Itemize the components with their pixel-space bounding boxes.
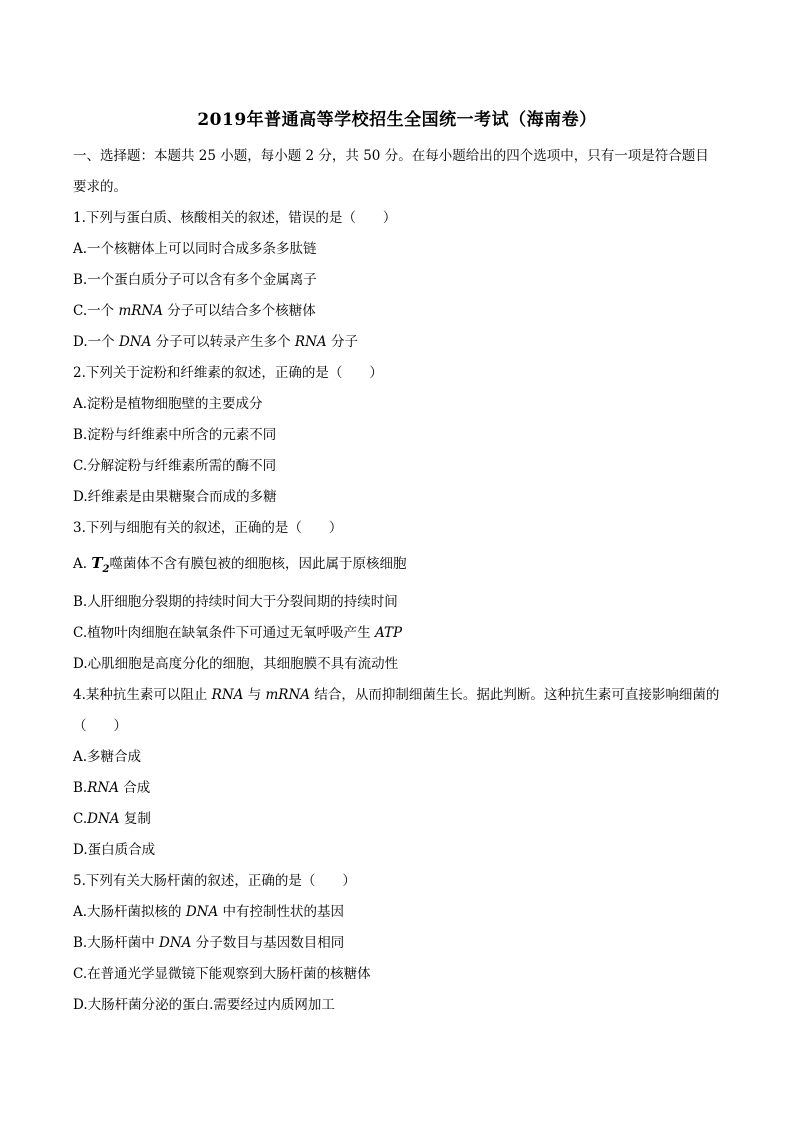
question-4-option-a: A.多糖合成 <box>73 749 142 765</box>
question-4-option-c <box>73 809 151 829</box>
text: 分子数目与基因数目相同 <box>191 935 345 951</box>
question-1-option-c <box>73 301 316 321</box>
text: T <box>91 554 103 572</box>
text: 合成 <box>118 780 151 796</box>
question-2-option-b: B.淀粉与纤维素中所含的元素不同 <box>73 427 277 443</box>
text: A.大肠杆菌拟核的 <box>73 904 186 920</box>
question-1-stem: 1.下列与蛋白质、核酸相关的叙述，错误的是（ ） <box>73 210 397 226</box>
question-3-option-b: B.人肝细胞分裂期的持续时间大于分裂间期的持续时间 <box>73 594 398 610</box>
text: 结合，从而抑制细菌生长。据此判断。这种抗生素可直接影响细菌的 <box>310 687 720 703</box>
question-4-stem-line2: （ ） <box>73 718 127 734</box>
text: 分子可以转录产生多个 <box>151 334 295 350</box>
term-mrna: mRNA <box>118 303 163 319</box>
section-instructions-line2: 要求的。 <box>73 179 127 195</box>
question-3-stem: 3.下列与细胞有关的叙述，正确的是（ ） <box>73 520 343 536</box>
subscript: 2 <box>102 564 110 575</box>
question-2-option-d: D.纤维素是由果糖聚合而成的多糖 <box>73 489 277 505</box>
text: B. <box>73 780 88 796</box>
question-1-option-d <box>73 332 358 352</box>
text: C.植物叶肉细胞在缺氧条件下可通过无氧呼吸产生 <box>73 625 375 641</box>
question-5-option-b <box>73 933 344 953</box>
text: 与 <box>243 687 266 703</box>
term-dna: DNA <box>118 334 152 350</box>
question-4-option-d: D.蛋白质合成 <box>73 842 156 858</box>
text: C.一个 <box>73 303 119 319</box>
question-5-option-c: C.在普通光学显微镜下能观察到大肠杆菌的核糖体 <box>73 966 371 982</box>
question-2-stem: 2.下列关于淀粉和纤维素的叙述，正确的是（ ） <box>73 365 383 381</box>
term-dna: DNA <box>159 935 192 951</box>
question-1-option-b: B.一个蛋白质分子可以含有多个金属离子 <box>73 272 317 288</box>
text: 分子可以结合多个核糖体 <box>162 303 316 319</box>
term-t2 <box>91 554 110 575</box>
text: 4.某种抗生素可以阻止 <box>73 687 212 703</box>
text: A. <box>73 556 92 572</box>
term-mrna: mRNA <box>265 687 311 703</box>
exam-title: 2019年普通高等学校招生全国统一考试（海南卷） <box>197 110 597 130</box>
question-4-stem <box>73 685 719 705</box>
term-rna: RNA <box>87 780 119 796</box>
question-5-option-d: D.大肠杆菌分泌的蛋白.需要经过内质网加工 <box>73 997 335 1013</box>
question-1-option-a: A.一个核糖体上可以同时合成多条多肽链 <box>73 241 317 257</box>
term-dna: DNA <box>185 904 219 920</box>
text: B.大肠杆菌中 <box>73 935 160 951</box>
question-4-option-b <box>73 778 150 798</box>
text: 分子 <box>326 334 358 350</box>
term-rna: RNA <box>294 334 327 350</box>
text: D.一个 <box>73 334 119 350</box>
question-2-option-c: C.分解淀粉与纤维素所需的酶不同 <box>73 458 277 474</box>
question-5-stem: 5.下列有关大肠杆菌的叙述，正确的是（ ） <box>73 873 356 889</box>
question-3-option-c <box>73 623 402 643</box>
question-2-option-a: A.淀粉是植物细胞壁的主要成分 <box>73 396 263 412</box>
text: C. <box>73 811 88 827</box>
question-3-option-d: D.心肌细胞是高度分化的细胞，其细胞膜不具有流动性 <box>73 656 399 672</box>
term-dna: DNA <box>87 811 120 827</box>
term-atp: ATP <box>374 625 403 641</box>
text: 中有控制性状的基因 <box>218 904 345 920</box>
text: 复制 <box>119 811 151 827</box>
question-5-option-a <box>73 902 344 922</box>
term-rna: RNA <box>211 687 244 703</box>
question-3-option-a <box>73 553 406 580</box>
section-instructions-line1: 一、选择题：本题共 25 小题，每小题 2 分，共 50 分。在每小题给出的四个选项中，只有一项是符合题目 <box>73 148 709 164</box>
text: 噬菌体不含有膜包被的细胞核，因此属于原核细胞 <box>109 556 407 572</box>
